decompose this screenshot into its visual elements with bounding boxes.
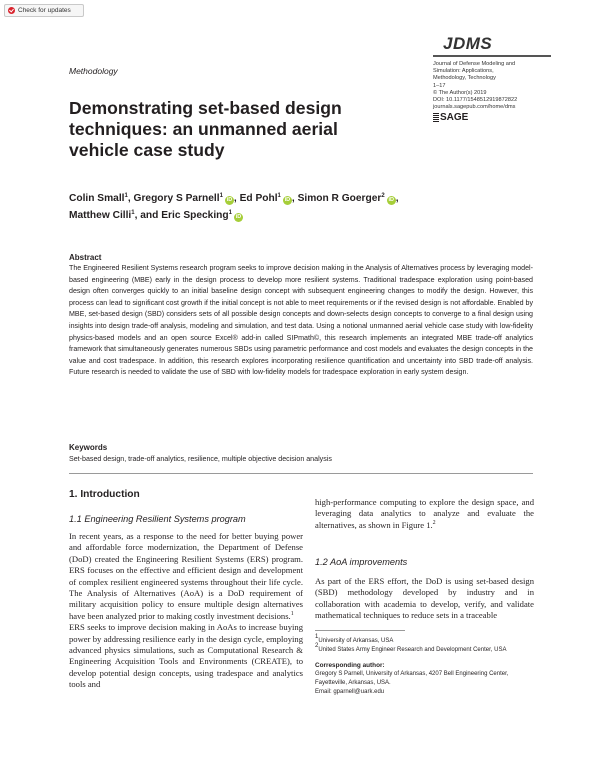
publisher-logo	[433, 112, 563, 123]
check-icon	[8, 7, 15, 14]
abstract-text: The Engineered Resilient Systems research program seeks to improve decision making in the Analysis of Alternatives process by leveraging model-based engineering (MBE) early in the design process to develop more resilient systems. Traditional tradespace exploration using point-based design often converges quickly to an initial baseline design concept with subsequent engineering changes to modify the design. However, this process can lead to significant cost growth if the initial concept is not able to meet requirements or if the revised design is not affordable. Enabled by MBE, set-based design (SBD) considers sets of all possible design concepts and down-selects design concepts to converge to a final design using insights into design trade-off analysis, modeling and simulation, and test data. Using a notional unmanned aerial vehicle case study with low-fidelity physics-based models and an open source Excel® add-in called SIPmath©, this research implements an integrated MBE trade-off analytics framework that simultaneously generates numerous SBDs using parametric performance and cost models and evaluates the design concepts in the value and cost tradespace. In addition, this research explores incorporating resilience quantification and uncertainty into SBD trade-off analysis. Future research is needed to validate the use of SBD with low-fidelity models for tradespace exploration in early system design.	[69, 264, 533, 377]
journal-info	[433, 34, 563, 123]
body-paragraph	[315, 497, 534, 531]
affiliation-marker: 1	[131, 210, 135, 216]
author-separator: ,	[291, 193, 295, 204]
publisher-name: SAGE	[440, 112, 469, 124]
corresponding-author-line: Gregory S Parnell, University of Arkansas, 4207 Bell Engineering Center,	[315, 671, 509, 677]
journal-url-link[interactable]: journals.sagepub.com/home/dms	[433, 104, 516, 111]
author	[161, 210, 243, 221]
author-list	[69, 190, 469, 224]
author	[69, 193, 131, 204]
orcid-icon[interactable]: iD	[284, 197, 291, 203]
author-name: Eric Specking	[161, 210, 229, 221]
article-section-label: Methodology	[69, 66, 118, 76]
body-paragraph	[69, 531, 303, 622]
abstract-section	[69, 253, 533, 379]
author-name: Ed Pohl	[239, 193, 278, 204]
affiliation-marker: 1	[277, 193, 281, 199]
body-column-right	[315, 576, 534, 622]
author-name: Gregory S Parnell	[133, 193, 220, 204]
subsection-heading: 1.1 Engineering Resilient Systems program	[69, 514, 246, 524]
affiliation-marker: 2	[315, 643, 319, 649]
reference-marker[interactable]: 2	[432, 519, 436, 526]
affiliation-text: University of Arkansas, USA	[318, 638, 394, 644]
reference-marker[interactable]: 1	[290, 610, 294, 617]
journal-meta	[433, 61, 563, 111]
affiliation-marker: 1	[228, 210, 232, 216]
affiliation-marker: 1	[315, 634, 319, 640]
journal-logo-bar	[433, 55, 551, 57]
body-column-right	[315, 497, 534, 531]
footnotes	[315, 630, 534, 697]
author	[134, 193, 237, 204]
affiliation-marker: 2	[381, 193, 385, 199]
orcid-icon[interactable]: iD	[235, 214, 242, 220]
author-name: Colin Small	[69, 193, 125, 204]
corresponding-author-line: Fayetteville, Arkansas, USA.	[315, 680, 391, 686]
affiliation-marker: 1	[219, 193, 223, 199]
affiliation	[315, 634, 534, 646]
corresponding-author-heading: Corresponding author:	[315, 662, 385, 669]
journal-meta-line: Methodology, Technology	[433, 75, 496, 82]
check-for-updates-badge[interactable]	[4, 4, 84, 17]
keywords-heading: Keywords	[69, 443, 108, 452]
author	[298, 193, 399, 204]
article-title: Demonstrating set-based design techniques: an unmanned aerial vehicle case study	[69, 98, 342, 160]
author-name: Simon R Goerger	[297, 193, 382, 204]
journal-meta-line: Simulation: Applications,	[433, 68, 494, 75]
abstract-heading: Abstract	[69, 253, 102, 262]
body-text: high-performance computing to explore the design space, and leveraging data analytics to analyze and evaluate the alternatives, as shown in Figure 1.	[315, 497, 534, 530]
corresponding-author-email[interactable]: Email: gparnell@uark.edu	[315, 689, 385, 695]
affiliation-text: United States Army Engineer Research and Development Center, USA	[318, 647, 507, 653]
check-for-updates-label: Check for updates	[18, 7, 71, 14]
author-separator: ,	[127, 193, 131, 204]
orcid-icon[interactable]: iD	[388, 197, 394, 203]
orcid-icon[interactable]: iD	[226, 197, 233, 203]
author-name: Matthew Cilli	[69, 210, 132, 221]
doi-link[interactable]: DOI: 10.1177/1548512919872822	[433, 97, 518, 104]
section-divider	[69, 473, 533, 474]
journal-meta-line: © The Author(s) 2019	[433, 89, 487, 96]
author	[69, 210, 158, 221]
subsection-heading: 1.2 AoA improvements	[315, 557, 408, 567]
journal-logo: JDMS	[443, 34, 493, 53]
body-text: In recent years, as a response to the need for better buying power and affordable force modernization, the Department of Defense (DoD) created the Engineering Resilient Systems (ERS) program. ERS focuses on the effective and efficient design and development of complex resilient engineered systems throughout their life cycle. The Analysis of Alternatives (AoA) is a DoD requirement of military acquisition policy to ensure multiple design alternatives have been analyzed prior to making costly investment decisions.	[69, 531, 303, 621]
body-paragraph: As part of the ERS effort, the DoD is using set-based design (SBD) methodology developed by industry and in collaboration with academia to develop, verify, and validate mathematical techniques to reduce sets in a traceable	[315, 576, 534, 621]
affiliation	[315, 643, 534, 655]
body-paragraph: ERS seeks to improve decision making in AoAs to increase buying power by addressing resilience early in the design cycle, employing advanced physics simulations, such as Computational Research & Engineering Acquisition Tools and Environments (CREATE), to develop potential design concepts, using tradespace and analytics tools and	[69, 622, 303, 690]
journal-meta-line: Journal of Defense Modeling and	[433, 61, 516, 67]
author	[240, 193, 295, 204]
journal-meta-line: 1–17	[433, 82, 446, 89]
keywords-text: Set-based design, trade-off analytics, resilience, multiple objective decision analysis	[69, 455, 332, 463]
affiliation-marker: 1	[124, 193, 128, 199]
keywords-section	[69, 443, 533, 464]
author-separator: ,	[395, 193, 399, 204]
author-separator: , and	[134, 210, 159, 221]
section-heading: 1. Introduction	[69, 489, 140, 500]
author-separator: ,	[233, 193, 237, 204]
sage-bars-icon	[433, 113, 439, 122]
footnote-divider	[315, 630, 405, 631]
body-column-left	[69, 531, 303, 691]
